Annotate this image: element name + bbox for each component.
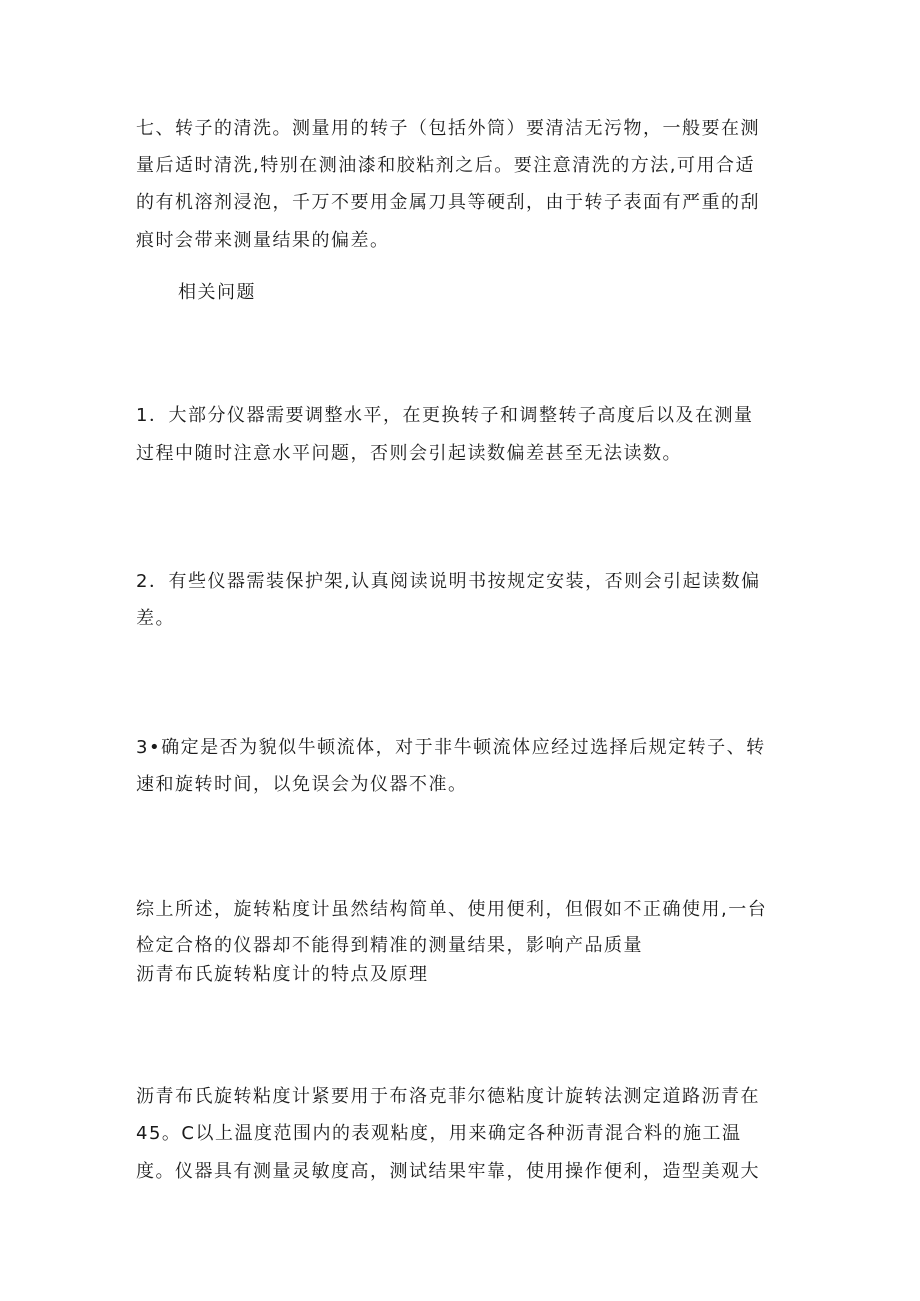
related-heading: 相关问题: [178, 282, 256, 303]
item3-line-2: 速和旋转时间，以免误会为仪器不准。: [136, 774, 468, 795]
section7-line-4: 痕时会带来测量结果的偏差。: [136, 230, 390, 251]
intro-line-2: 45。C以上温度范围内的表观粘度，用来确定各种沥青混合料的施工温: [136, 1123, 742, 1144]
intro-line-3: 度。仪器具有测量灵敏度高，测试结果牢靠，使用操作便利，造型美观大: [136, 1161, 760, 1182]
section7-line-2: 量后适时清洗,特别在测油漆和胶粘剂之后。要注意清洗的方法,可用合适: [136, 155, 755, 176]
item3-line-1: 3•确定是否为貌似牛顿流体，对于非牛顿流体应经过选择后规定转子、转: [136, 737, 766, 758]
item1-line-1: 1．大部分仪器需要调整水平，在更换转子和调整转子高度后以及在测量: [136, 405, 754, 426]
summary-line-1: 综上所述，旋转粘度计虽然结构简单、使用便利，但假如不正确使用,一台: [136, 899, 768, 920]
summary-line-2: 检定合格的仪器却不能得到精准的测量结果，影响产品质量: [136, 935, 643, 956]
section-title: 沥青布氏旋转粘度计的特点及原理: [136, 964, 429, 985]
intro-line-1: 沥青布氏旋转粘度计紧要用于布洛克菲尔德粘度计旋转法测定道路沥青在: [136, 1086, 760, 1107]
item1-line-2: 过程中随时注意水平问题，否则会引起读数偏差甚至无法读数。: [136, 443, 682, 464]
item2-line-1: 2．有些仪器需装保护架,认真阅读说明书按规定安装，否则会引起读数偏: [136, 571, 761, 592]
section7-line-1: 七、转子的清洗。测量用的转子（包括外筒）要清洁无污物，一般要在测: [136, 118, 760, 139]
item2-line-2: 差。: [136, 608, 175, 629]
section7-line-3: 的有机溶剂浸泡，千万不要用金属刀具等硬刮，由于转子表面有严重的刮: [136, 192, 760, 213]
